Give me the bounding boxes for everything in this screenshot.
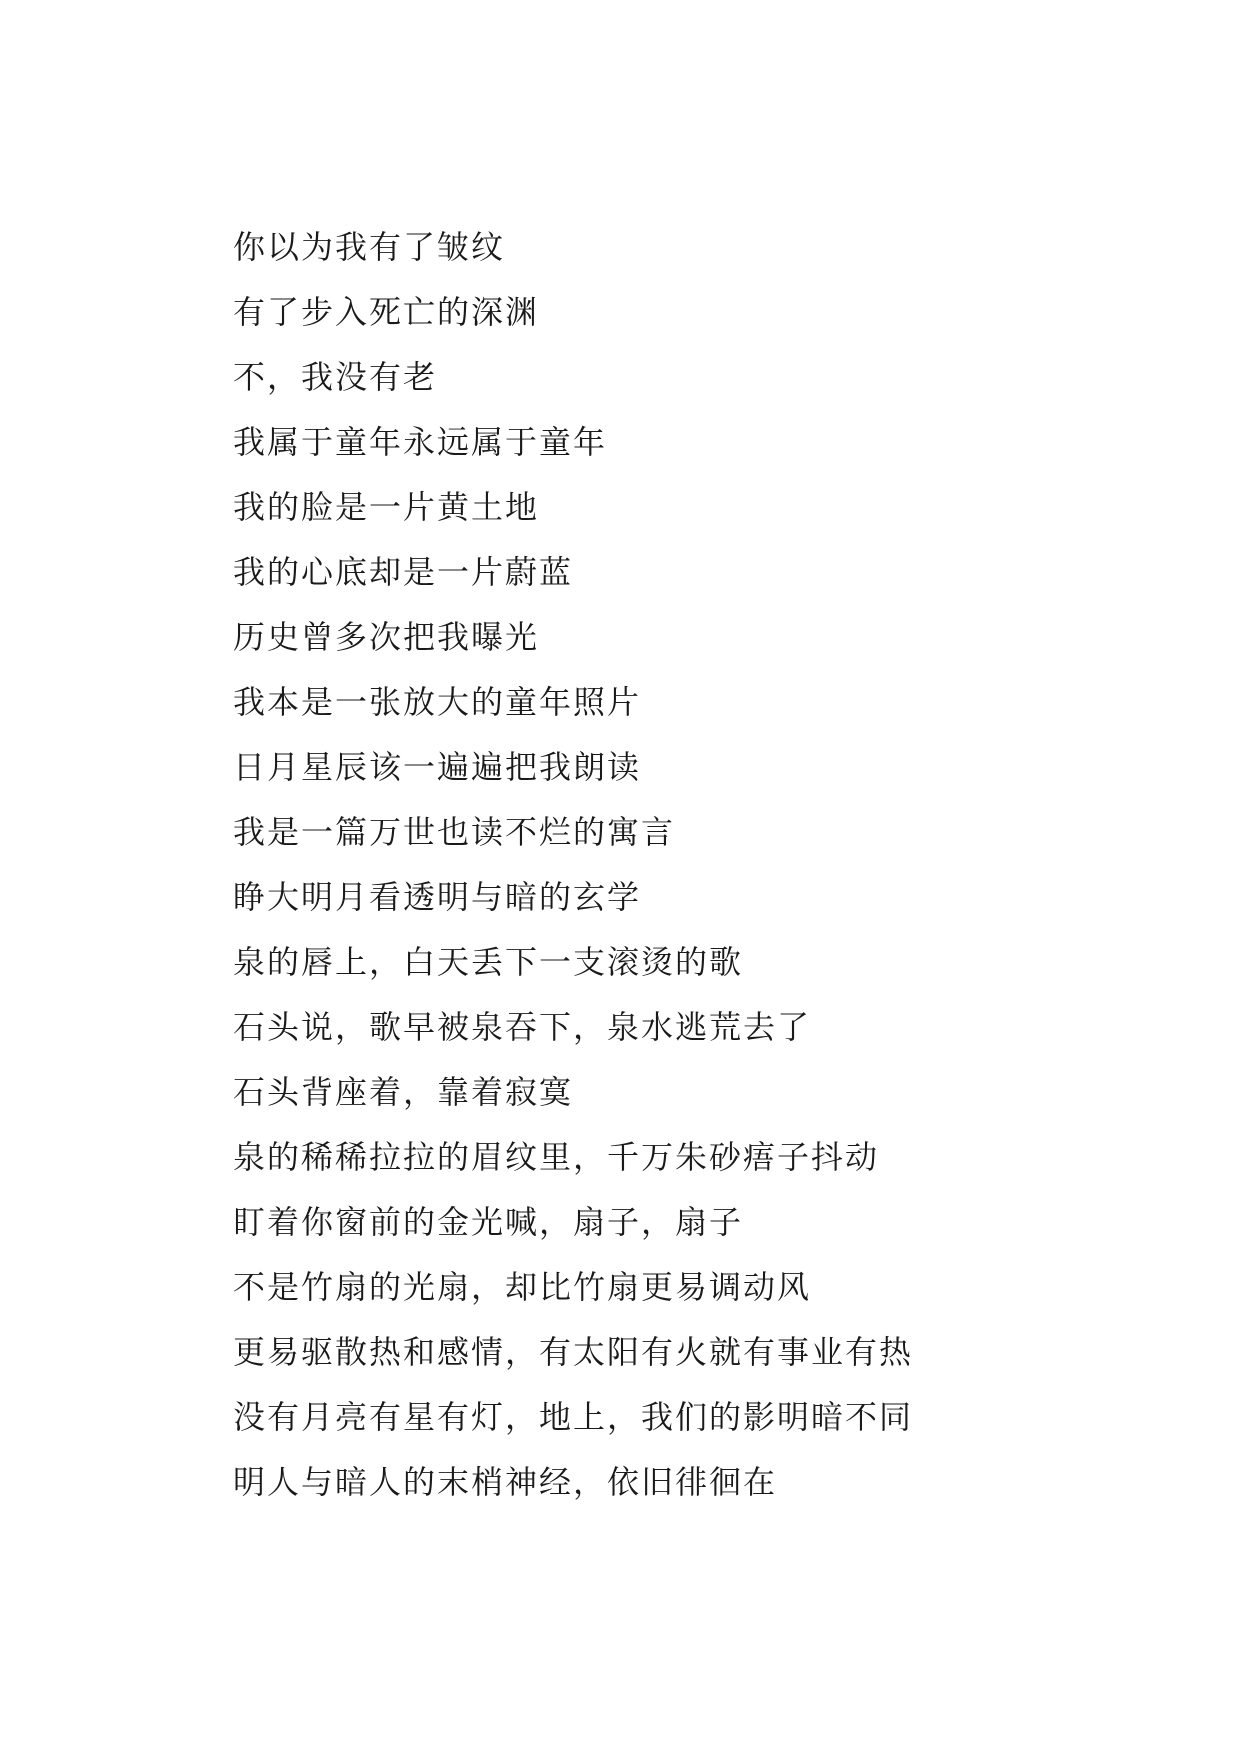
poem-line: 我的心底却是一片蔚蓝 <box>233 553 574 591</box>
poem-line: 你以为我有了皱纹 <box>233 228 506 266</box>
poem-line: 日月星辰该一遍遍把我朗读 <box>233 748 642 786</box>
poem-line: 历史曾多次把我曝光 <box>233 618 540 656</box>
poem-line: 我的脸是一片黄土地 <box>233 488 540 526</box>
poem-line: 盯着你窗前的金光喊，扇子，扇子 <box>233 1203 744 1241</box>
poem-line: 泉的稀稀拉拉的眉纹里，千万朱砂痦子抖动 <box>233 1138 880 1176</box>
poem-line: 我本是一张放大的童年照片 <box>233 683 642 721</box>
poem-line: 更易驱散热和感情，有太阳有火就有事业有热 <box>233 1333 914 1371</box>
poem-line: 不是竹扇的光扇，却比竹扇更易调动风 <box>233 1268 812 1306</box>
poem-line: 睁大明月看透明与暗的玄学 <box>233 878 642 916</box>
poem-line: 我是一篇万世也读不烂的寓言 <box>233 813 676 851</box>
poem-line: 不，我没有老 <box>233 358 438 396</box>
poem-line: 泉的唇上，白天丢下一支滚烫的歌 <box>233 943 744 981</box>
poem-line: 石头说，歌早被泉吞下，泉水逃荒去了 <box>233 1008 812 1046</box>
poem-line: 石头背座着，靠着寂寞 <box>233 1073 574 1111</box>
poem-line: 明人与暗人的末梢神经，依旧徘徊在 <box>233 1463 778 1501</box>
poem-line: 我属于童年永远属于童年 <box>233 423 608 461</box>
poem-body <box>233 227 1133 1527</box>
poem-line: 没有月亮有星有灯，地上，我们的影明暗不同 <box>233 1398 914 1436</box>
poem-line: 有了步入死亡的深渊 <box>233 293 540 331</box>
